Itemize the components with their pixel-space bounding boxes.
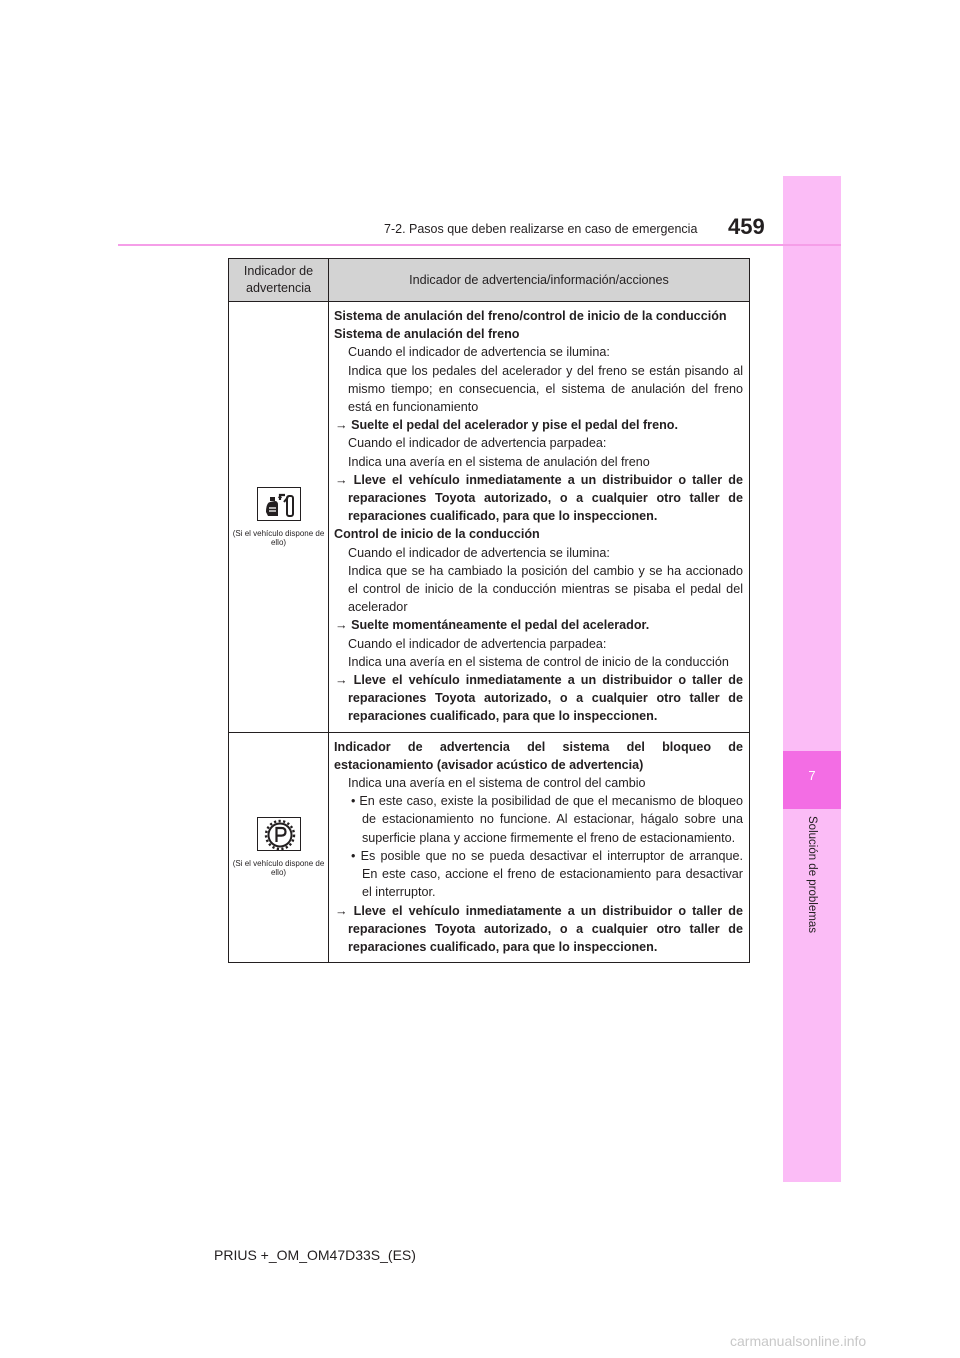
indicator-cell [229,732,329,962]
table-header-row [229,259,750,302]
action-text: → Lleve el vehículo inmediatamente a un distribuidor o taller de reparaciones Toyota autorizado, o a cualquier otro taller de reparaciones cualificado, para que lo inspeccionen. [335,673,743,724]
subsystem-title: Sistema de anulación del freno [334,327,520,342]
condition-text: Cuando el indicador de advertencia se ilumina: [348,345,610,360]
description-text: Indica que se ha cambiado la posición del cambio y se ha accionado el control de inicio de la conducción mientras se pisaba el pedal del acelerador [348,563,743,615]
description-text: Indica una avería en el sistema de anulación del freno [348,454,650,469]
condition-text: Cuando el indicador de advertencia se ilumina: [348,545,610,560]
header-rule [118,244,841,246]
warning-indicator-table [228,258,750,963]
details-cell [329,302,750,733]
bullet-item: • En este caso, existe la posibilidad de que el mecanismo de bloqueo de estacionamiento no funcione. Al estacionar, hágalo sobre una superficie plana y accione firmemente el freno de estacionamiento. [351,794,743,845]
document-code: PRIUS +_OM_OM47D33S_(ES) [214,1247,416,1263]
parking-lock-warning-icon [257,817,301,851]
description-text: Indica una avería en el sistema de control del cambio [348,776,646,791]
table-row [229,302,750,733]
description-text: Indica que los pedales del acelerador y del freno se están pisando al mismo tiempo; en consecuencia, el sistema de anulación del freno está en funcionamiento [348,363,743,415]
section-title: 7-2. Pasos que deben realizarse en caso de emergencia [384,222,698,236]
icon-availability-note: (Si el vehículo dispone de ello) [232,528,325,547]
action-text: → Suelte el pedal del acelerador y pise el pedal del freno. [335,418,678,433]
details-cell [329,732,750,962]
chapter-side-tab [783,176,841,1182]
watermark: carmanualsonline.info [730,1333,867,1349]
page-number: 459 [728,214,765,239]
row-title: Sistema de anulación del freno/control de inicio de la conducción [334,309,727,323]
subsystem-title: Control de inicio de la conducción [334,527,540,542]
row-title: Indicador de advertencia del sistema del bloqueo de estacionamiento (avisador acústico de advertencia) [334,739,743,772]
chapter-number: 7 [808,768,816,783]
indicator-cell [229,302,329,733]
brake-override-warning-icon [257,487,301,521]
bullet-item: • Es posible que no se pueda desactivar el interruptor de arranque. En este caso, accione el freno de estacionamiento para desactivar el interruptor. [351,848,743,900]
column-header-details: Indicador de advertencia/información/acciones [329,259,750,302]
action-text: → Suelte momentáneamente el pedal del acelerador. [335,618,650,633]
action-text: → Lleve el vehículo inmediatamente a un distribuidor o taller de reparaciones Toyota autorizado, o a cualquier otro taller de reparaciones cualificado, para que lo inspeccionen. [335,903,743,954]
condition-text: Cuando el indicador de advertencia parpadea: [348,436,607,451]
action-text: → Lleve el vehículo inmediatamente a un distribuidor o taller de reparaciones Toyota autorizado, o a cualquier otro taller de reparaciones cualificado, para que lo inspeccionen. [335,472,743,524]
table-row [229,732,750,962]
description-text: Indica una avería en el sistema de control de inicio de la conducción [348,654,729,669]
condition-text: Cuando el indicador de advertencia parpadea: [348,636,607,651]
icon-availability-note: (Si el vehículo dispone de ello) [232,859,325,878]
column-header-indicator: Indicador de advertencia [229,259,329,302]
chapter-title: Solución de problemas [806,816,818,933]
